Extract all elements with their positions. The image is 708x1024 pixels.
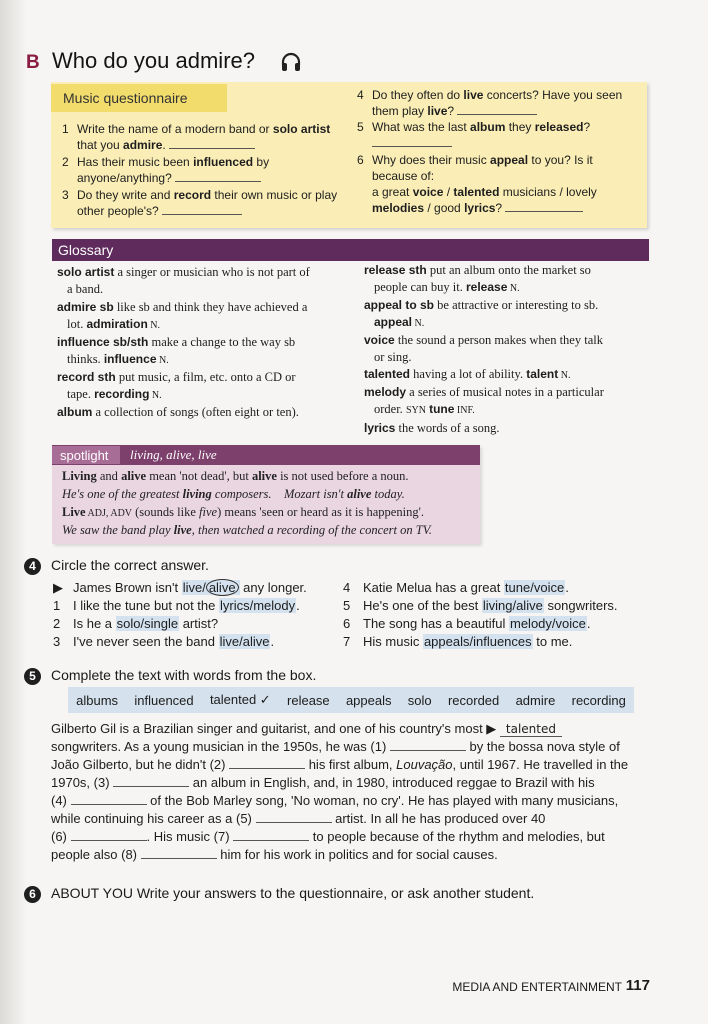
spotlight-keyword: alive — [347, 487, 372, 501]
text: his first album, — [305, 757, 397, 772]
word-box — [68, 687, 634, 713]
word-box-item: recorded — [447, 692, 500, 708]
question-text: a great — [372, 185, 413, 199]
gap-blank[interactable] — [390, 739, 466, 751]
answer-options[interactable]: live/alive — [219, 634, 270, 649]
question-number: 5 — [357, 120, 364, 134]
glossary-entry — [364, 420, 654, 437]
synonym-marker: SYN — [405, 405, 426, 416]
glossary-entry — [57, 299, 347, 334]
glossary-entry — [57, 369, 347, 404]
headphones-icon[interactable] — [279, 50, 303, 74]
glossary-definition: a collection of songs (often eight or ten). — [92, 405, 299, 419]
exercise-item — [53, 616, 218, 631]
exercise-item — [343, 634, 572, 649]
glossary-derivative: admiration — [86, 317, 148, 331]
text-line — [51, 793, 618, 808]
question-keyword: influenced — [193, 155, 254, 169]
word-box-item: admire — [515, 692, 556, 708]
part-of-speech: N. — [149, 390, 162, 401]
question-3 — [62, 187, 342, 219]
page-number: 117 — [625, 977, 650, 994]
spotlight-text: mean 'not dead', but — [146, 469, 252, 483]
glossary-definition: put an album onto the market so — [426, 263, 591, 277]
book-spine-shadow — [0, 0, 26, 1024]
answer-blank[interactable] — [505, 200, 583, 212]
question-number: 2 — [62, 155, 69, 169]
question-text: ? — [447, 104, 455, 118]
spotlight-words: living, alive, live — [130, 447, 217, 462]
text: of the Bob Marley song, 'No woman, no cry'. He has played with many musicians, — [146, 793, 619, 808]
item-text: . — [586, 616, 591, 631]
item-text: His music — [363, 634, 423, 649]
item-number: 2 — [53, 616, 61, 631]
text: . His music (7) — [146, 829, 234, 844]
question-6 — [357, 152, 641, 216]
spotlight-text: , then watched a recording of the concert on TV. — [191, 523, 432, 537]
gap-blank[interactable] — [233, 829, 309, 841]
part-of-speech: N. — [412, 318, 425, 329]
glossary-derivative: tune — [429, 402, 455, 416]
question-text: Why does their music — [372, 153, 491, 167]
item-number: 4 — [343, 580, 351, 595]
item-number: 6 — [343, 616, 351, 631]
spotlight-header — [52, 445, 480, 465]
spotlight-example — [62, 523, 432, 538]
glossary-entry — [364, 384, 654, 419]
question-keyword: record — [173, 188, 212, 202]
gap-blank[interactable] — [229, 757, 305, 769]
question-number: 1 — [62, 122, 69, 136]
question-keyword: voice — [412, 185, 444, 199]
spotlight-text: five — [199, 505, 218, 519]
glossary-definition: a series of musical notes in a particular — [406, 385, 604, 399]
glossary-derivative: release — [466, 280, 508, 294]
question-text: concerts? Have you seen them play — [372, 88, 623, 118]
item-number: 5 — [343, 598, 351, 613]
question-text: What was the last — [372, 120, 471, 134]
question-keyword: album — [470, 120, 506, 134]
glossary-term: solo artist — [57, 265, 115, 279]
exercise-number: 5 — [24, 668, 41, 685]
glossary-entry — [57, 264, 347, 298]
glossary-definition: make a change to the way sb — [148, 335, 296, 349]
glossary-definition: be attractive or interesting to sb. — [434, 298, 599, 312]
glossary-definition: a singer or musician who is not part of — [114, 265, 310, 279]
text-line — [51, 757, 628, 772]
answer-options[interactable]: living/alive — [482, 598, 543, 613]
part-of-speech: ADJ, ADV — [85, 508, 133, 519]
text: to people because of the rhythm and melodies, but — [309, 829, 605, 844]
question-text: to you? Is it because of: — [372, 153, 593, 183]
question-text: Do they write and — [77, 188, 174, 202]
exercise-item — [53, 580, 307, 596]
glossary-definition: like sb and think they have achieved a — [113, 300, 308, 314]
glossary-definition: or sing. — [374, 350, 412, 364]
glossary-definition: the words of a song. — [395, 421, 500, 435]
spotlight-example — [62, 487, 405, 502]
spotlight-keyword: alive — [251, 469, 277, 483]
glossary-entry — [364, 297, 654, 332]
word-box-item: recording — [571, 692, 626, 708]
item-text: I like the tune but not the — [73, 598, 219, 613]
text: by the bossa nova style of — [465, 739, 620, 754]
gap-blank[interactable] — [71, 829, 147, 841]
text: an album in English, and, in 1980, introduced reggae to Brazil with his — [189, 775, 595, 790]
word-box-item: release — [287, 692, 330, 708]
question-text: that you — [77, 138, 124, 152]
spotlight-text: is not used before a noun. — [276, 469, 409, 483]
question-2 — [62, 154, 342, 186]
text: (6) — [51, 829, 71, 844]
glossary-term: album — [57, 405, 93, 419]
spotlight-label: spotlight — [60, 448, 109, 463]
glossary-term: appeal to sb — [364, 298, 435, 312]
text: people also (8) — [51, 847, 141, 862]
word-box-item: albums — [76, 692, 119, 708]
text-line — [51, 739, 620, 754]
gap-blank[interactable] — [71, 793, 147, 805]
glossary-definition: put music, a film, etc. onto a CD or — [115, 370, 296, 384]
glossary-definition: lot. — [67, 317, 87, 331]
spotlight-text: (sounds like — [132, 505, 200, 519]
text: while continuing his career as a (5) — [51, 811, 256, 826]
spotlight-text: Mozart isn't — [283, 487, 348, 501]
exercise-item — [343, 616, 591, 631]
glossary-entry — [364, 262, 654, 297]
question-number: 3 — [62, 188, 69, 202]
glossary-definition: a band. — [67, 282, 104, 296]
item-text: songwriters. — [543, 598, 618, 613]
part-of-speech: N. — [507, 283, 520, 294]
text-line — [51, 721, 562, 737]
spotlight-line — [62, 469, 409, 484]
item-text: . — [270, 634, 275, 649]
glossary-entry — [364, 332, 654, 366]
text-line — [51, 847, 498, 862]
glossary-term: release sth — [364, 263, 427, 277]
question-text: Has their music been — [77, 155, 194, 169]
word-box-item: influenced — [134, 692, 194, 708]
handwritten-answer[interactable]: talented — [500, 722, 562, 737]
question-text: . — [162, 138, 166, 152]
spotlight-keyword: alive — [121, 469, 147, 483]
question-text: their own music or play other people's? — [77, 188, 338, 218]
text-line — [51, 811, 545, 826]
question-keyword: appeal — [490, 153, 529, 167]
glossary-entry — [364, 366, 654, 384]
glossary-derivative: influence — [103, 352, 157, 366]
glossary-derivative: talent — [526, 367, 559, 381]
footer-section-label: MEDIA AND ENTERTAINMENT — [452, 980, 622, 994]
item-text: . — [296, 598, 300, 613]
spotlight-keyword: Live — [62, 505, 86, 519]
option-text: live/ — [182, 580, 206, 595]
question-text: they — [505, 120, 535, 134]
item-text: He's one of the best — [363, 598, 482, 613]
question-keyword: live — [463, 88, 484, 102]
question-keyword: admire — [123, 138, 163, 152]
exercise-instruction: Circle the correct answer. — [51, 557, 209, 573]
glossary-definition: tape. — [67, 387, 95, 401]
circled-answer[interactable]: alive — [206, 579, 239, 596]
question-text: ? — [583, 120, 591, 134]
part-of-speech: N. — [156, 355, 169, 366]
gap-blank[interactable] — [256, 811, 332, 823]
question-number: 4 — [357, 88, 364, 102]
text-line — [51, 775, 595, 790]
question-4 — [357, 87, 637, 119]
glossary-derivative: appeal — [374, 315, 413, 329]
glossary-entry — [57, 404, 357, 421]
glossary-term: lyrics — [364, 421, 396, 435]
item-text: Is he a — [73, 616, 116, 631]
question-1 — [62, 121, 342, 153]
exercise-number: 6 — [24, 886, 41, 903]
answer-options[interactable]: melody/voice — [510, 616, 586, 631]
part-of-speech: N. — [558, 370, 571, 381]
part-of-speech: N. — [147, 320, 161, 331]
question-text: by anyone/anything? — [77, 155, 270, 185]
text: 1970s, (3) — [51, 775, 114, 790]
section-letter: B — [26, 52, 40, 73]
text: (4) — [51, 793, 71, 808]
glossary-definition: having a lot of ability. — [410, 367, 527, 381]
text: Gilberto Gil is a Brazilian singer and guitarist, and one of his country's most ▶ — [51, 721, 500, 736]
glossary-entry — [57, 334, 347, 369]
glossary-term: admire sb — [57, 300, 114, 314]
glossary-header — [52, 239, 649, 261]
glossary-term: voice — [364, 333, 395, 347]
text: Louvação — [396, 757, 453, 772]
question-keyword: live — [427, 104, 448, 118]
text: , until 1967. He travelled in the — [452, 757, 629, 772]
exercise-item — [343, 580, 569, 595]
music-questionnaire — [51, 82, 647, 228]
spotlight-text: and — [96, 469, 122, 483]
glossary-title: Glossary — [58, 242, 114, 258]
question-keyword: talented — [453, 185, 500, 199]
glossary-derivative: recording — [94, 387, 150, 401]
item-text: James Brown isn't — [73, 580, 182, 595]
question-number: 6 — [357, 153, 364, 167]
glossary-term: melody — [364, 385, 407, 399]
glossary-term: record sth — [57, 370, 116, 384]
text: artist. In all he has produced over 40 — [331, 811, 546, 826]
question-text: / good — [424, 201, 465, 215]
question-text: musicians / lovely — [499, 185, 597, 199]
glossary-definition: thinks. — [67, 352, 104, 366]
item-text: artist? — [179, 616, 219, 631]
exercise-item — [53, 634, 274, 649]
spotlight-keyword: Living — [62, 469, 97, 483]
glossary-definition: people can buy it. — [374, 280, 466, 294]
answer-options[interactable]: appeals/influences — [423, 634, 532, 649]
spotlight-keyword: living — [182, 487, 212, 501]
question-text: / — [443, 185, 454, 199]
word-box-item: appeals — [345, 692, 392, 708]
answer-blank[interactable] — [175, 170, 261, 182]
glossary-term: talented — [364, 367, 411, 381]
exercise-instruction: Complete the text with words from the box. — [51, 667, 317, 683]
glossary-definition: the sound a person makes when they talk — [394, 333, 603, 347]
section-title: Who do you admire? — [52, 48, 255, 73]
spotlight-text: We saw the band play — [62, 523, 174, 537]
glossary-definition: order. — [374, 402, 406, 416]
spotlight-text: ) means 'seen or heard as it is happening'. — [217, 505, 424, 519]
item-text: any longer. — [239, 580, 307, 595]
item-text: to me. — [532, 634, 573, 649]
item-text: The song has a beautiful — [363, 616, 509, 631]
spotlight-label-tab — [52, 446, 120, 464]
question-keyword: released — [534, 120, 584, 134]
spotlight-text: composers. — [211, 487, 272, 501]
spotlight-text: today. — [371, 487, 405, 501]
answer-blank[interactable] — [169, 137, 255, 149]
gap-blank[interactable] — [113, 775, 189, 787]
word-box-item: solo — [407, 692, 432, 708]
spotlight-line — [62, 505, 424, 520]
item-number: 7 — [343, 634, 351, 649]
question-5 — [357, 119, 637, 151]
answer-blank[interactable] — [457, 103, 537, 115]
item-text: . — [565, 580, 569, 595]
question-keyword: melodies — [372, 201, 425, 215]
item-text: I've never seen the band — [73, 634, 219, 649]
item-number: 1 — [53, 598, 61, 613]
answer-options[interactable]: solo/single — [116, 616, 179, 631]
text: João Gilberto, but he didn't (2) — [51, 757, 230, 772]
part-of-speech: INF. — [454, 405, 475, 416]
exercise-instruction: ABOUT YOU Write your answers to the questionnaire, or ask another student. — [51, 885, 535, 901]
exercise-item — [53, 598, 300, 613]
question-text: ? — [495, 201, 503, 215]
spotlight-keyword: live — [173, 523, 192, 537]
question-keyword: lyrics — [464, 201, 496, 215]
item-text: Katie Melua has a great — [363, 580, 504, 595]
question-text: Do they often do — [372, 88, 464, 102]
glossary-term: influence sb/sth — [57, 335, 149, 349]
word-box-item: talented ✓ — [209, 692, 271, 707]
spotlight-text: He's one of the greatest — [62, 487, 183, 501]
gap-blank[interactable] — [141, 847, 217, 859]
item-number: 3 — [53, 634, 61, 649]
questionnaire-title: Music questionnaire — [63, 90, 188, 106]
item-number: ▶ — [53, 580, 63, 595]
answer-options[interactable]: tune/voice — [504, 580, 565, 595]
answer-blank[interactable] — [162, 203, 242, 215]
answer-options[interactable]: lyrics/melody — [220, 598, 296, 613]
text: songwriters. As a young musician in the 1950s, he was (1) — [51, 739, 390, 754]
question-keyword: solo artist — [272, 122, 331, 136]
exercise-number: 4 — [24, 558, 41, 575]
answer-options[interactable] — [182, 580, 240, 595]
answer-blank[interactable] — [372, 135, 452, 147]
question-text: Write the name of a modern band or — [77, 122, 273, 136]
spotlight-box — [52, 445, 480, 544]
text: him for his work in politics and for social causes. — [216, 847, 498, 862]
text-line — [51, 829, 605, 844]
exercise-item — [343, 598, 618, 613]
